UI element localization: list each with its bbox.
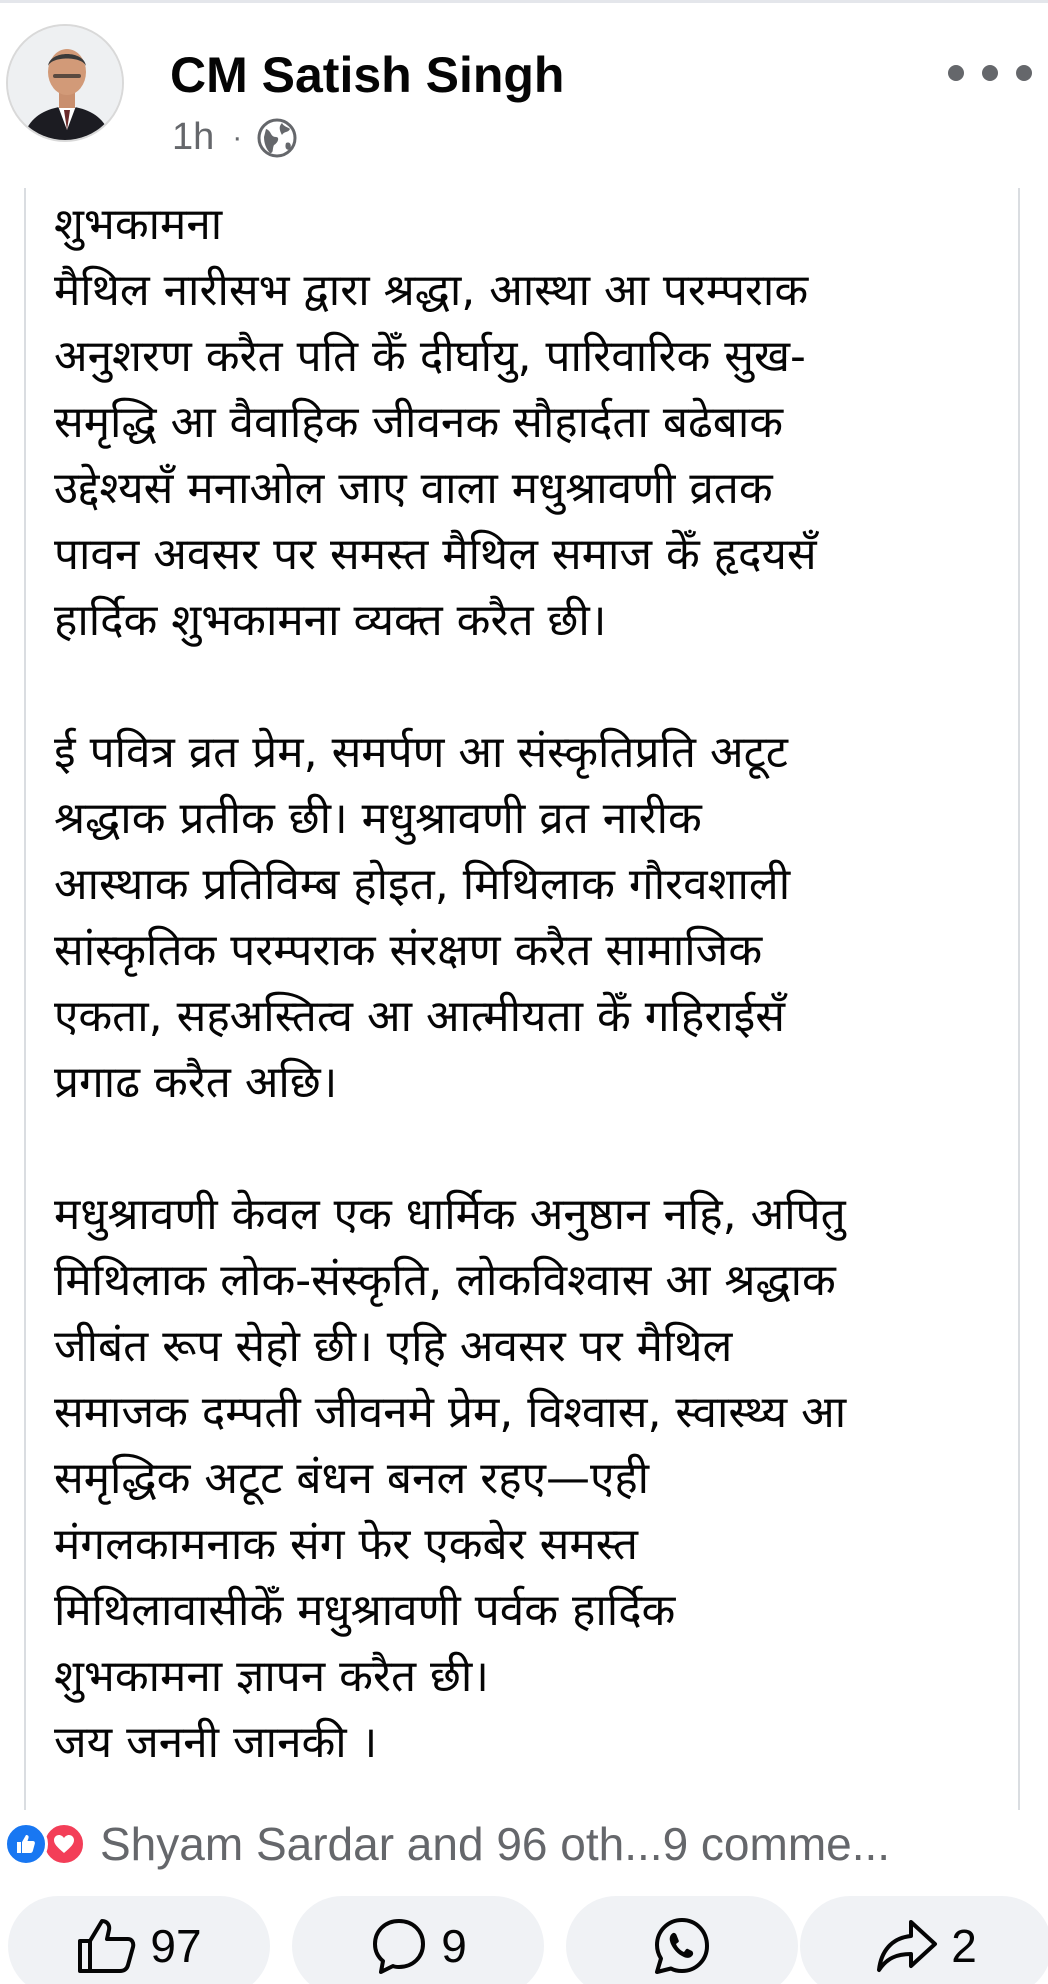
post-line: हार्दिक शुभकामना व्यक्त करैत छी। [54,595,607,646]
like-icon [76,1917,138,1975]
share-count: 2 [951,1920,977,1972]
author-name[interactable]: CM Satish Singh [170,47,565,103]
post-line: प्रगाढ करैत अछि। [54,1057,338,1108]
post-line: मैथिल नारीसभ द्वारा श्रद्धा, आस्था आ परम्पराक [54,265,809,316]
love-icon [42,1822,86,1866]
share-button[interactable] [800,1896,1048,1984]
share-icon [875,1918,939,1974]
top-divider [0,0,1048,3]
comments-count-text[interactable]: 9 comme... [662,1818,891,1870]
post-line: मिथिलावासीकेँ मधुश्रावणी पर्वक हार्दिक [54,1585,676,1636]
comment-count: 9 [441,1920,467,1972]
more-options-icon[interactable] [942,62,1038,84]
post-line: जीबंत रूप सेहो छी। एहि अवसर पर मैथिल [54,1321,733,1372]
post-line: सांस्कृतिक परम्पराक संरक्षण करैत सामाजिक [54,925,763,976]
post-line: समाजक दम्पती जीवनमे प्रेम, विश्वास, स्वास्थ्य आ [54,1387,847,1438]
post-line: ई पवित्र व्रत प्रेम, समर्पण आ संस्कृतिप्रति अटूट [54,727,788,778]
whatsapp-share-button[interactable] [566,1896,798,1984]
post-line: मिथिलाक लोक-संस्कृति, लोकविश्वास आ श्रद्धाक [54,1255,836,1306]
reactions-summary[interactable] [4,1814,890,1874]
post-line: उद्देश्यसँ मनाओल जाए वाला मधुश्रावणी व्रतक [54,463,773,514]
like-count: 97 [150,1920,202,1972]
post-body [24,188,1020,1810]
comment-icon [369,1916,429,1976]
post-line: पावन अवसर पर समस्त मैथिल समाज केँ हृदयसँ [54,529,817,580]
post-line: अनुशरण करैत पति केँ दीर्घायु, पारिवारिक सुख- [54,331,806,382]
post-line: जय जननी जानकी । [54,1717,378,1768]
avatar-portrait [8,26,124,142]
post-line: समृद्धि आ वैवाहिक जीवनक सौहार्दता बढेबाक [54,397,784,448]
post-line: आस्थाक प्रतिविम्ब होइत, मिथिलाक गौरवशाली [54,859,791,910]
meta-separator: · [232,120,243,154]
reactions-count-text[interactable]: Shyam Sardar and 96 oth... [100,1818,663,1870]
paragraph-gap [54,654,1014,720]
post-line: शुभकामना [54,199,223,250]
post-line: समृद्धिक अटूट बंधन बनल रहए—एही [54,1453,650,1504]
post-line: शुभकामना ज्ञापन करैत छी। [54,1651,489,1702]
reaction-icons [4,1820,90,1868]
post-line: श्रद्धाक प्रतीक छी। मधुश्रावणी व्रत नारीक [54,793,702,844]
like-button[interactable] [8,1896,270,1984]
comment-button[interactable] [292,1896,544,1984]
post-line: मधुश्रावणी केवल एक धार्मिक अनुष्ठान नहि, अपितु [54,1189,846,1240]
paragraph-gap [54,1116,1014,1182]
whatsapp-icon [650,1914,714,1978]
like-icon [4,1822,48,1866]
globe-icon [256,117,298,159]
post-text [54,192,1014,1776]
post-line: एकता, सहअस्तित्व आ आत्मीयता केँ गहिराईसँ [54,991,786,1042]
author-avatar[interactable] [6,24,124,142]
post-line: मंगलकामनाक संग फेर एकबेर समस्त [54,1519,638,1570]
post-meta [172,116,298,159]
post-time[interactable]: 1h [172,116,215,158]
